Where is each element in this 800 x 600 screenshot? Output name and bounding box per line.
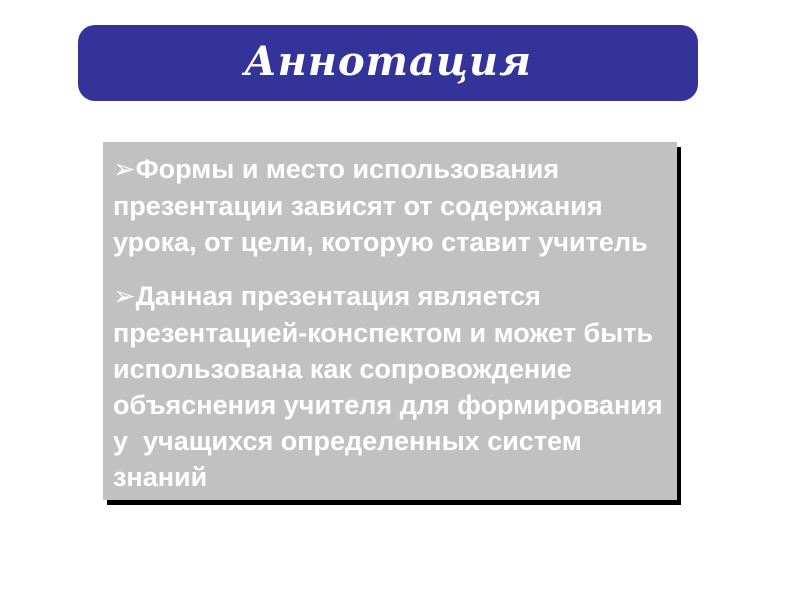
bullet-arrow-icon: ➢ [113,154,136,185]
text-line: урока, от цели, которую ставит учитель [113,227,648,257]
bullet-item-forms [113,151,669,260]
text-line: знаний [113,462,208,492]
bullet-arrow-icon: ➢ [113,281,136,312]
text-line [113,278,669,315]
text-line: презентации зависят от содержания [113,191,603,221]
text-line: у учащихся определенных систем [113,426,582,456]
title-banner [78,25,698,101]
text-line: объяснения учителя для формирования [113,390,663,420]
text-line: презентацией-конспектом и может быть [113,318,654,348]
bullet-item-presentation [113,278,669,495]
text-line-content: Формы и место использования [135,154,560,184]
slide-title: Аннотация [244,37,532,85]
text-line: использована как сопровождение [113,354,572,384]
text-line-content: Данная презентация является [135,281,541,311]
text-line [113,151,669,188]
content-box [103,142,677,500]
